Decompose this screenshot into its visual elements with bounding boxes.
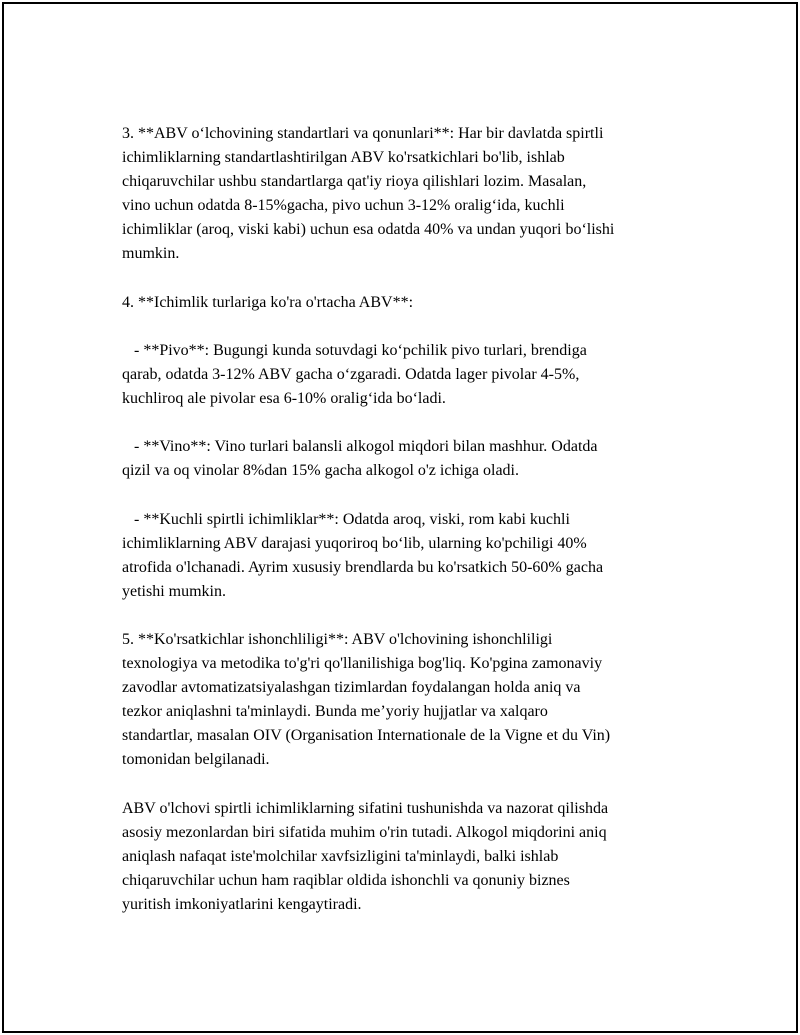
text-line: qizil va oq vinolar 8%dan 15% gacha alkogol o'z ichiga oladi. [122, 462, 519, 480]
text-line: atrofida o'lchanadi. Ayrim xususiy brendlarda bu ko'rsatkich 50-60% gacha [122, 558, 604, 576]
text-line: yetishi mumkin. [122, 582, 226, 600]
text-line: ABV o'lchovi spirtli ichimliklarning sifatini tushunishda va nazorat qilishda [122, 799, 609, 817]
paragraph-strong-spirits [122, 508, 692, 604]
text-line: mumkin. [122, 245, 180, 263]
text-line: aniqlash nafaqat iste'molchilar xavfsizligini ta'minlaydi, balki ishlab [122, 847, 559, 865]
text-line: - **Kuchli spirtli ichimliklar**: Odatda aroq, viski, rom kabi kuchli [122, 510, 570, 528]
paragraph-reliability [122, 628, 692, 773]
text-line: chiqaruvchilar ushbu standartlarga qat'iy rioya qilishlari lozim. Masalan, [122, 173, 587, 191]
text-line: kuchliroq ale pivolar esa 6-10% oralig‘ida bo‘ladi. [122, 390, 446, 408]
text-line: chiqaruvchilar uchun ham raqiblar oldida ishonchli va qonuniy biznes [122, 871, 570, 889]
text-line: yuritish imkoniyatlarini kengaytiradi. [122, 896, 362, 913]
text-line: qarab, odatda 3-12% ABV gacha o‘zgaradi. Odatda lager pivolar 4-5%, [122, 365, 580, 383]
text-line: vino uchun odatda 8-15%gacha, pivo uchun 3-12% oralig‘ida, kuchli [122, 197, 565, 215]
text-line: zavodlar avtomatizatsiyalashgan tizimlardan foydalangan holda aniq va [122, 679, 581, 697]
paragraph-average-abv-heading [122, 291, 692, 315]
text-line: 4. **Ichimlik turlariga ko'ra o'rtacha ABV**: [122, 293, 414, 311]
document-body [122, 122, 692, 917]
text-line: asosiy mezonlardan biri sifatida muhim o'rin tutadi. Alkogol miqdorini aniq [122, 823, 607, 841]
text-line: 5. **Ko'rsatkichlar ishonchliligi**: ABV o'lchovining ishonchliligi [122, 630, 553, 648]
text-line: ichimliklar (aroq, viski kabi) uchun esa odatda 40% va undan yuqori bo‘lishi [122, 221, 615, 239]
text-line: tomonidan belgilanadi. [122, 751, 270, 769]
text-line: 3. **ABV o‘lchovining standartlari va qonunlari**: Har bir davlatda spirtli [122, 125, 604, 142]
text-line: - **Vino**: Vino turlari balansli alkogol miqdori bilan mashhur. Odatda [122, 438, 598, 456]
text-line: tezkor aniqlashni ta'minlaydi. Bunda me’yoriy hujjatlar va xalqaro [122, 703, 548, 721]
page-border [2, 2, 798, 1033]
paragraph-abv-standards [122, 122, 692, 267]
text-line: ichimliklarning ABV darajasi yuqoriroq bo‘lib, ularning ko'pchiligi 40% [122, 534, 587, 552]
text-line: texnologiya va metodika to'g'ri qo'llanilishiga bog'liq. Ko'pgina zamonaviy [122, 655, 603, 673]
text-line: - **Pivo**: Bugungi kunda sotuvdagi ko‘pchilik pivo turlari, brendiga [122, 341, 587, 359]
text-line: ichimliklarning standartlashtirilgan ABV ko'rsatkichlari bo'lib, ishlab [122, 149, 565, 167]
paragraph-wine [122, 435, 692, 483]
text-line: standartlar, masalan OIV (Organisation Internationale de la Vigne et du Vin) [122, 727, 611, 745]
paragraph-conclusion [122, 797, 692, 917]
paragraph-beer [122, 339, 692, 411]
